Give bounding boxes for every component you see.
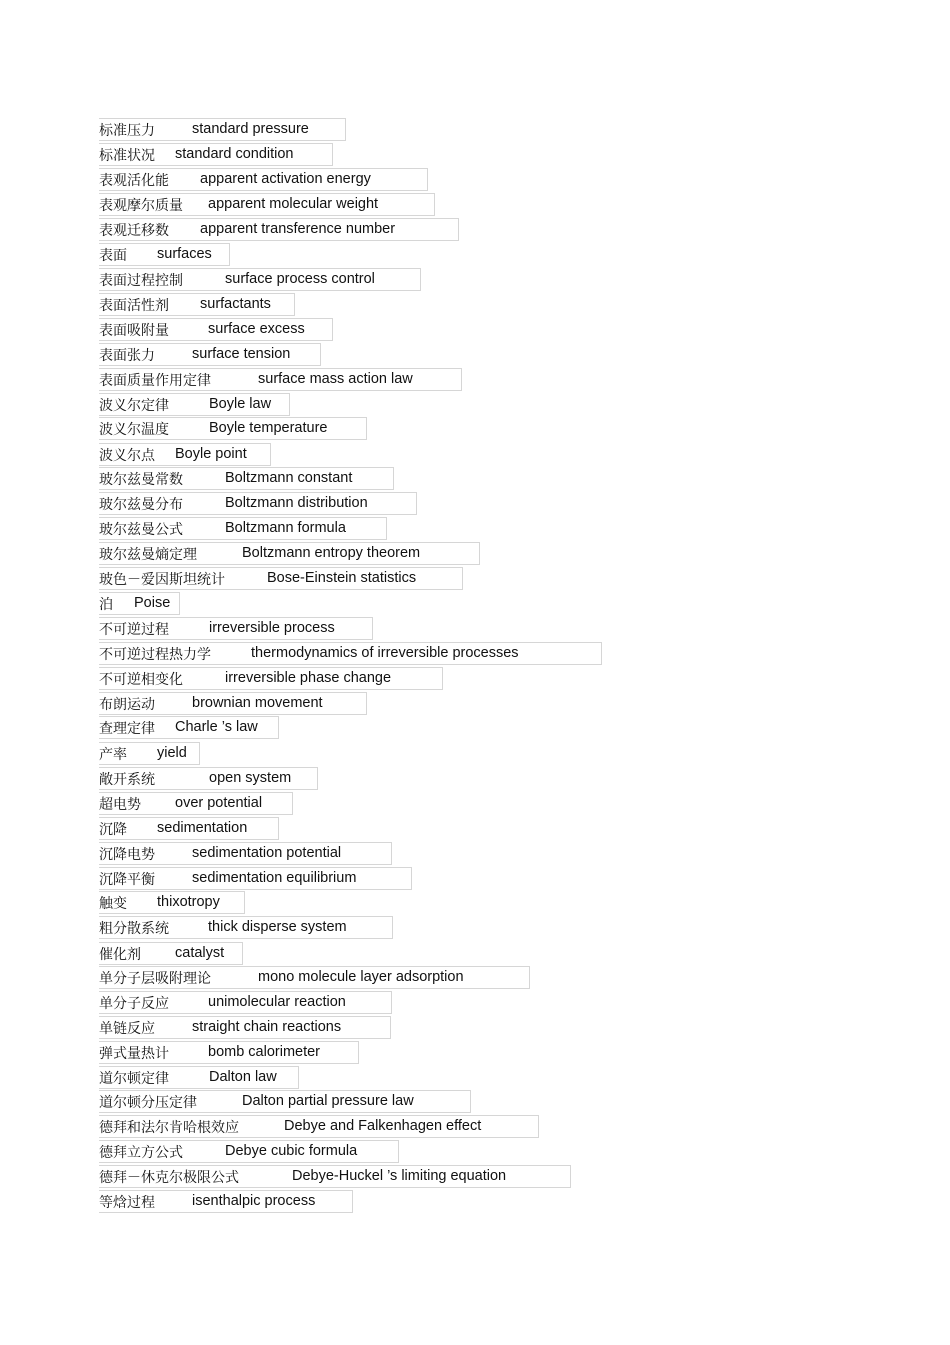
glossary-row (99, 393, 290, 416)
english-term: Charle ’s law (175, 719, 258, 735)
english-term: bomb calorimeter (208, 1044, 321, 1060)
glossary-row (99, 118, 346, 141)
english-term: surfactants (200, 296, 271, 312)
glossary-row (99, 667, 443, 690)
chinese-term: 沉降电势 (99, 847, 155, 863)
glossary-row (99, 567, 463, 590)
english-term: sedimentation equilibrium (192, 870, 357, 886)
english-term: catalyst (175, 945, 225, 961)
glossary-row (99, 1090, 471, 1113)
glossary-row (99, 318, 333, 341)
english-term: Boltzmann distribution (225, 495, 368, 511)
glossary-row (99, 443, 271, 466)
chinese-term: 催化剂 (99, 947, 141, 963)
chinese-term: 表观摩尔质量 (99, 198, 183, 214)
glossary-row (99, 991, 392, 1014)
chinese-term: 波义尔温度 (99, 422, 169, 438)
chinese-term: 等焓过程 (99, 1195, 155, 1211)
glossary-row (99, 492, 417, 515)
english-term: Debye-Huckel ’s limiting equation (292, 1168, 507, 1184)
glossary-row (99, 368, 462, 391)
glossary-row (99, 293, 295, 316)
english-term: sedimentation potential (192, 845, 342, 861)
english-term: irreversible phase change (225, 670, 392, 686)
glossary-row (99, 692, 367, 715)
glossary-row (99, 716, 279, 739)
chinese-term: 波义尔定律 (99, 398, 169, 414)
english-term: Boltzmann entropy theorem (242, 545, 421, 561)
chinese-term: 道尔顿定律 (99, 1071, 169, 1087)
chinese-term: 泊 (99, 597, 113, 613)
english-term: surface process control (225, 271, 375, 287)
glossary-row (99, 942, 243, 965)
glossary-row (99, 1115, 539, 1138)
glossary-row (99, 218, 459, 241)
english-term: Bose-Einstein statistics (267, 570, 417, 586)
english-term: apparent activation energy (200, 171, 371, 187)
glossary-row (99, 268, 421, 291)
english-term: straight chain reactions (192, 1019, 342, 1035)
chinese-term: 查理定律 (99, 721, 155, 737)
chinese-term: 布朗运动 (99, 697, 155, 713)
english-term: sedimentation (157, 820, 248, 836)
english-term: yield (157, 745, 187, 761)
chinese-term: 表观迁移数 (99, 223, 169, 239)
glossary-row (99, 592, 180, 615)
chinese-term: 德拜－休克尔极限公式 (99, 1170, 239, 1186)
glossary-row (99, 467, 394, 490)
glossary-row (99, 842, 392, 865)
english-term: Boyle point (175, 446, 247, 462)
glossary-row (99, 867, 412, 890)
glossary-row (99, 143, 333, 166)
chinese-term: 表面过程控制 (99, 273, 183, 289)
glossary-row (99, 343, 321, 366)
english-term: Boyle law (209, 396, 272, 412)
english-term: surfaces (157, 246, 212, 262)
glossary-row (99, 1066, 299, 1089)
glossary-row (99, 742, 200, 765)
chinese-term: 玻尔兹曼熵定理 (99, 547, 197, 563)
glossary-row (99, 517, 387, 540)
chinese-term: 沉降平衡 (99, 872, 155, 888)
chinese-term: 道尔顿分压定律 (99, 1095, 197, 1111)
english-term: over potential (175, 795, 263, 811)
glossary-row (99, 243, 230, 266)
english-term: isenthalpic process (192, 1193, 316, 1209)
chinese-term: 单分子层吸附理论 (99, 971, 211, 987)
english-term: surface tension (192, 346, 291, 362)
english-term: surface mass action law (258, 371, 413, 387)
chinese-term: 表面张力 (99, 348, 155, 364)
english-term: Debye and Falkenhagen effect (284, 1118, 482, 1134)
chinese-term: 标准状况 (99, 148, 155, 164)
english-term: apparent transference number (200, 221, 396, 237)
glossary-row (99, 817, 279, 840)
glossary-row (99, 1165, 571, 1188)
english-term: Boltzmann constant (225, 470, 353, 486)
english-term: Debye cubic formula (225, 1143, 358, 1159)
chinese-term: 表面 (99, 248, 127, 264)
chinese-term: 玻尔兹曼分布 (99, 497, 183, 513)
english-term: Boltzmann formula (225, 520, 346, 536)
glossary-row (99, 1016, 391, 1039)
chinese-term: 单链反应 (99, 1021, 155, 1037)
chinese-term: 触变 (99, 896, 127, 912)
chinese-term: 波义尔点 (99, 448, 155, 464)
chinese-term: 粗分散系统 (99, 921, 169, 937)
chinese-term: 玻尔兹曼公式 (99, 522, 183, 538)
glossary-row (99, 617, 373, 640)
glossary-row (99, 792, 293, 815)
glossary-row (99, 193, 435, 216)
english-term: irreversible process (209, 620, 335, 636)
english-term: thick disperse system (208, 919, 347, 935)
english-term: unimolecular reaction (208, 994, 346, 1010)
chinese-term: 产率 (99, 747, 127, 763)
english-term: thermodynamics of irreversible processes (251, 645, 519, 661)
chinese-term: 表观活化能 (99, 173, 169, 189)
english-term: standard pressure (192, 121, 309, 137)
chinese-term: 德拜立方公式 (99, 1145, 183, 1161)
glossary-row (99, 966, 530, 989)
glossary-row (99, 642, 602, 665)
chinese-term: 玻尔兹曼常数 (99, 472, 183, 488)
glossary-row (99, 891, 245, 914)
english-term: apparent molecular weight (208, 196, 379, 212)
chinese-term: 敞开系统 (99, 772, 155, 788)
english-term: standard condition (175, 146, 294, 162)
chinese-term: 单分子反应 (99, 996, 169, 1012)
glossary-row (99, 1140, 399, 1163)
chinese-term: 超电势 (99, 797, 141, 813)
chinese-term: 不可逆过程热力学 (99, 647, 211, 663)
chinese-term: 表面质量作用定律 (99, 373, 211, 389)
glossary-row (99, 1190, 353, 1213)
glossary-row (99, 916, 393, 939)
chinese-term: 标准压力 (99, 123, 155, 139)
glossary-row (99, 767, 318, 790)
english-term: surface excess (208, 321, 305, 337)
chinese-term: 弹式量热计 (99, 1046, 169, 1062)
english-term: Dalton law (209, 1069, 277, 1085)
english-term: brownian movement (192, 695, 323, 711)
english-term: open system (209, 770, 292, 786)
chinese-term: 表面活性剂 (99, 298, 169, 314)
chinese-term: 不可逆过程 (99, 622, 169, 638)
glossary-row (99, 542, 480, 565)
english-term: Boyle temperature (209, 420, 328, 436)
english-term: mono molecule layer adsorption (258, 969, 464, 985)
english-term: thixotropy (157, 894, 220, 910)
chinese-term: 表面吸附量 (99, 323, 169, 339)
english-term: Poise (134, 595, 171, 611)
english-term: Dalton partial pressure law (242, 1093, 414, 1109)
glossary-row (99, 168, 428, 191)
glossary-row (99, 1041, 359, 1064)
glossary-row (99, 417, 367, 440)
chinese-term: 不可逆相变化 (99, 672, 183, 688)
chinese-term: 玻色－爱因斯坦统计 (99, 572, 225, 588)
chinese-term: 沉降 (99, 822, 127, 838)
chinese-term: 德拜和法尔肯哈根效应 (99, 1120, 239, 1136)
